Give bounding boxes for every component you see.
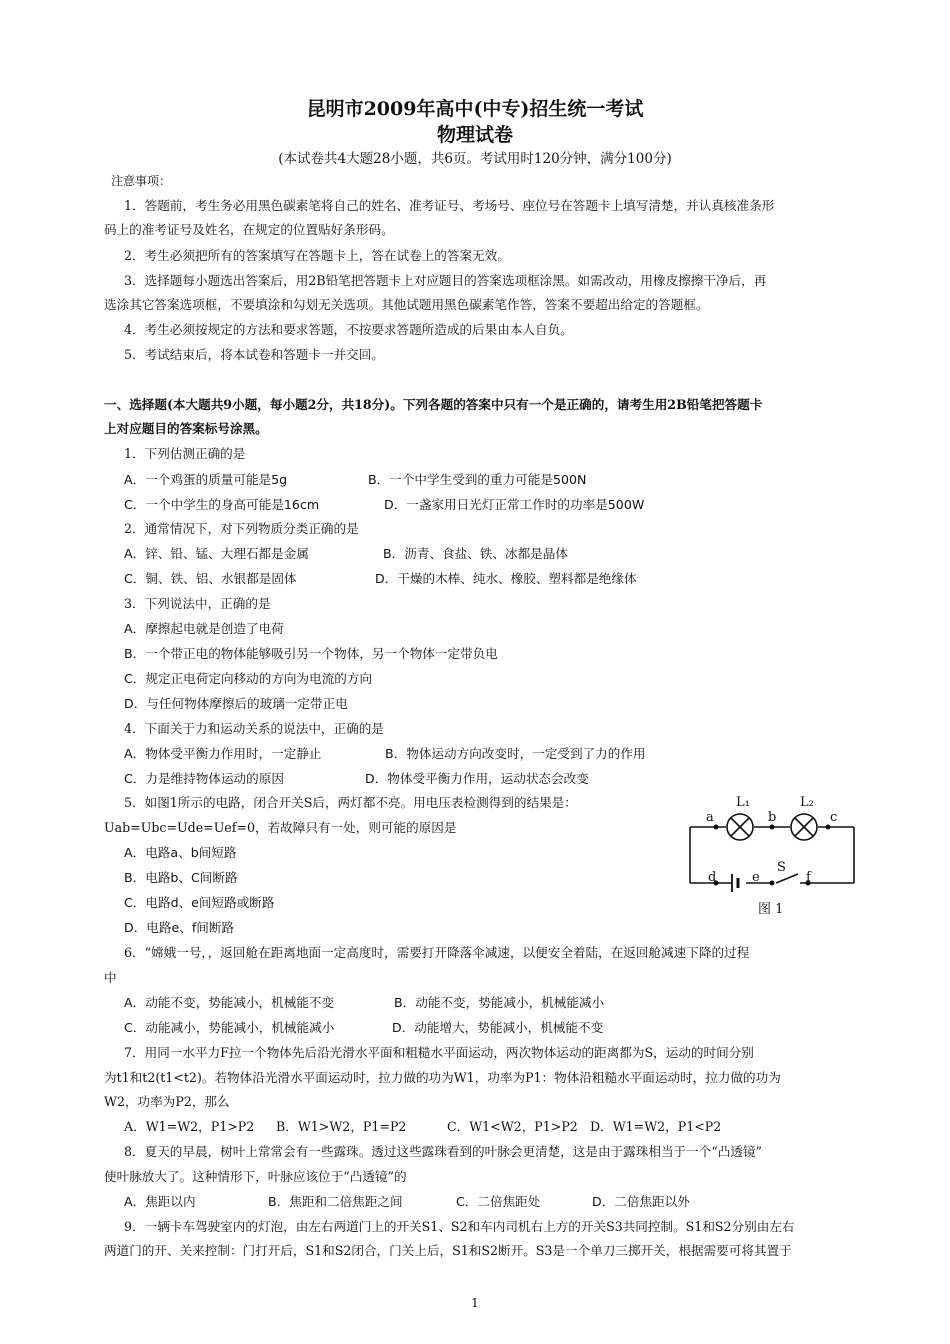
option: B．一个中学生受到的重力可能是500N [368,472,587,487]
question-stem: 2．通常情况下，对下列物质分类正确的是 [124,521,359,536]
notice-heading: 注意事项： [111,174,172,188]
question-stem: Uab=Ubc=Ude=Uef=0，若故障只有一处，则可能的原因是 [104,820,457,835]
question-stem: 为t1和t2(t1<t2)。若物体沿光滑水平面运动时，拉力做的功为W1，功率为P1：物体沿粗糙水平面运动时，拉力做的功为 [104,1070,781,1085]
option: A．W1=W2，P1>P2 [124,1119,255,1134]
page-number: 1 [471,1296,479,1310]
option: D．二倍焦距以外 [592,1194,690,1209]
option: C．规定正电荷定向移动的方向为电流的方向 [124,671,373,686]
notice-line: 1．答题前，考生务必用黑色碳素笔将自己的姓名、准考证号、考场号、座位号在答题卡上填写清楚，并认真核准条形 [124,198,775,213]
option: D．W1=W2，P1<P2 [590,1119,722,1134]
notice-line: 选涂其它答案选项框，不要填涂和勾划无关选项。其他试题用黑色碳素笔作答，答案不要超出给定的答题框。 [104,297,709,312]
exam-subtitle: (本试卷共4大题28小题，共6页。考试用时120分钟，满分100分) [278,151,672,167]
option: D．干燥的木棒、纯水、橡胶、塑料都是绝缘体 [375,571,637,586]
question-stem: 8．夏天的早晨，树叶上常常会有一些露珠。透过这些露珠看到的叶脉会更清楚，这是由于露珠相当于一个“凸透镜” [124,1144,762,1159]
option: B．W1>W2，P1=P2 [276,1119,407,1134]
switch-s: S [777,860,786,875]
option: C．W1<W2，P1>P2 [447,1119,578,1134]
option: C．铜、铁、铝、水银都是固体 [124,571,297,586]
option: A．一个鸡蛋的质量可能是5g [124,472,288,487]
question-stem: 6．“嫦娥一号，，返回舱在距离地面一定高度时，需要打开降落伞减速，以便安全着陆，在返回舱减速下降的过程 [124,945,750,960]
notice-line: 码上的准考证号及姓名，在规定的位置贴好条形码。 [104,222,394,237]
exam-title: 昆明市2009年高中(中专)招生统一考试 [306,98,644,120]
option: B．物体运动方向改变时，一定受到了力的作用 [385,746,646,761]
node-d: d [708,870,717,885]
option: D．动能增大，势能减小，机械能不变 [392,1020,604,1035]
figure-caption: 图 1 [758,902,784,917]
option: A．物体受平衡力作用时，一定静止 [124,746,322,761]
label-L1: L₁ [736,795,750,810]
option: D．电路e、f间断路 [124,920,235,935]
question-stem: 4．下面关于力和运动关系的说法中，正确的是 [124,721,384,736]
option: C．一个中学生的身高可能是16cm [124,497,320,512]
node-e: e [752,870,760,885]
section-heading: 上对应题目的答案标号涂黑。 [104,421,268,436]
question-stem: 1．下列估测正确的是 [124,446,246,461]
option: D．一盏家用日光灯正常工作时的功率是500W [384,497,645,512]
section-heading: 一、选择题(本大题共9小题，每小题2分，共18分)。下列各题的答案中只有一个是正确的，请考生用2B铅笔把答题卡 [104,397,763,412]
question-stem: 两道门的开、关来控制：门打开后，S1和S2闭合，门关上后，S1和S2断开。S3是一个单刀三掷开关，根据需要可将其置于 [104,1243,792,1258]
question-stem: 3．下列说法中，正确的是 [124,596,271,611]
option: A．焦距以内 [124,1194,196,1209]
circuit-diagram [680,790,870,920]
option: B．电路b、C间断路 [124,870,238,885]
option: D．物体受平衡力作用，运动状态会改变 [365,771,589,786]
option: A．锌、铅、锰、大理石都是金属 [124,546,309,561]
option: A．摩擦起电就是创造了电荷 [124,621,284,636]
circuit-nodes [714,825,831,886]
exam-subject: 物理试卷 [436,124,513,146]
option: B．沥青、食盐、铁、冰都是晶体 [383,546,568,561]
question-stem: 5．如图1所示的电路，闭合开关S后，两灯都不亮。用电压表检测得到的结果是： [124,795,577,810]
option: C．二倍焦距处 [456,1194,541,1209]
question-stem: 9．一辆卡车驾驶室内的灯泡，由左右两道门上的开关S1、S2和车内司机右上方的开关S3共同控制。S1和S2分别由左右 [124,1219,795,1234]
question-stem: W2，功率为P2，那么 [104,1094,230,1109]
question-stem: 使叶脉放大了。这种情形下，叶脉应该位于“凸透镜”的 [104,1169,407,1184]
option: B．动能不变，势能减小，机械能减小 [394,995,605,1010]
label-L2: L₂ [800,795,814,810]
node-b: b [768,810,777,825]
question-stem: 7．用同一水平力F拉一个物体先后沿光滑水平面和粗糙水平面运动，两次物体运动的距离都为S，运动的时间分别 [124,1045,754,1060]
option: B．一个带正电的物体能够吸引另一个物体，另一个物体一定带负电 [124,646,498,661]
option: A．电路a、b间短路 [124,845,237,860]
node-a: a [706,810,714,825]
notice-line: 5．考试结束后，将本试卷和答题卡一并交回。 [124,347,384,362]
option: B．焦距和二倍焦距之间 [268,1194,403,1209]
node-f: f [806,870,811,885]
option: C．动能减小，势能减小，机械能减小 [124,1020,335,1035]
notice-line: 2．考生必须把所有的答案填写在答题卡上，答在试卷上的答案无效。 [124,248,510,263]
option: A．动能不变，势能减小，机械能不变 [124,995,335,1010]
option: C．电路d、e间短路或断路 [124,895,275,910]
question-stem: 中 [104,970,117,985]
option: D．与任何物体摩擦后的玻璃一定带正电 [124,696,348,711]
option: C．力是维持物体运动的原因 [124,771,284,786]
notice-line: 4．考生必须按规定的方法和要求答题，不按要求答题所造成的后果由本人自负。 [124,322,573,337]
notice-line: 3．选择题每小题选出答案后，用2B铅笔把答题卡上对应题目的答案选项框涂黑。如需改动，用橡皮擦擦干净后，再 [124,273,767,288]
node-c: c [830,810,838,825]
